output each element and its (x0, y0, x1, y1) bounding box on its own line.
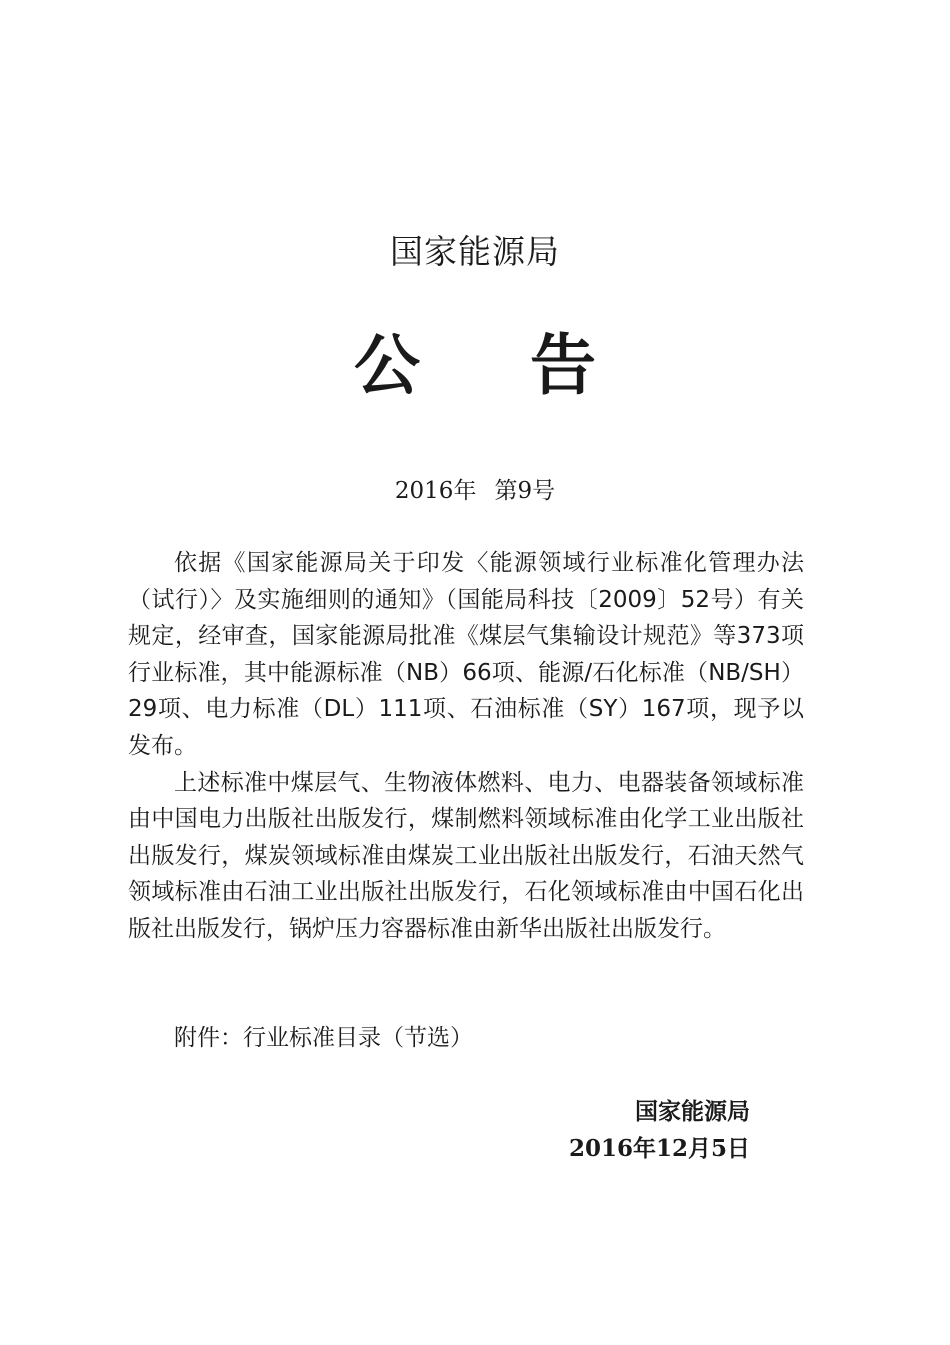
document-number (0, 472, 950, 505)
document-issue-number: 第9号 (494, 478, 556, 504)
signer-name: 国家能源局 (635, 1099, 750, 1125)
document-year: 2016年 (394, 478, 477, 504)
body-paragraph-1: 依据《国家能源局关于印发〈能源领域行业标准化管理办法（试行）〉及实施细则的通知》（国能局科技〔2009〕52号）有关规定，经审查，国家能源局批准《煤层气集输设计规范》等373项行业标准，其中能源标准（NB）66项、能源/石化标准（NB/SH）29项、电力标准（DL）111项、石油标准（SY）167项，现予以发布。 (128, 550, 804, 759)
body-paragraph-2: 上述标准中煤层气、生物液体燃料、电力、电器装备领域标准由中国电力出版社出版发行，煤制燃料领域标准由化学工业出版社出版发行，煤炭领域标准由煤炭工业出版社出版发行，石油天然气领域标准由石油工业出版社出版发行，石化领域标准由中国石化出版社出版发行，锅炉压力容器标准由新华出版社出版发行。 (128, 769, 804, 942)
issuer-heading: 国家能源局 (390, 232, 560, 271)
document-title: 公告 (354, 327, 706, 404)
signature-date: 2016年12月5日 (568, 1135, 750, 1162)
announcement-body (128, 545, 804, 948)
attachment-note: 附件：行业标准目录（节选） (174, 1025, 473, 1051)
